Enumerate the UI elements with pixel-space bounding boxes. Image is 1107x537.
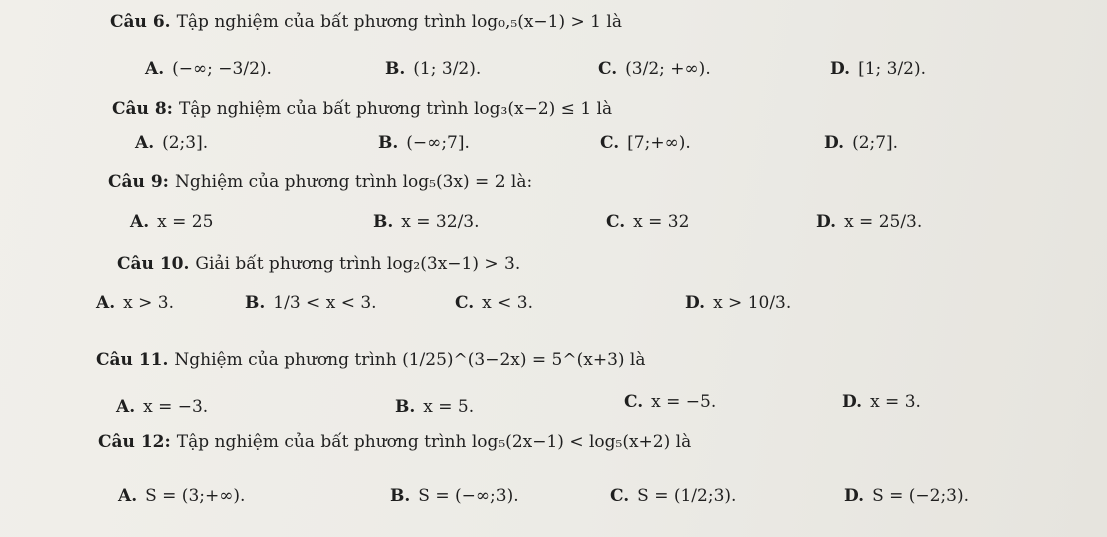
option-letter: B.	[245, 293, 266, 313]
question-6	[0, 0, 1107, 40]
question-text: Tập nghiệm của bất phương trình log₃(x−2) ≤ 1 là	[178, 99, 613, 119]
question-10-stem	[117, 252, 520, 276]
question-text: Nghiệm của phương trình (1/25)^(3−2x) = 5^(x+3) là	[174, 350, 646, 370]
question-text: Tập nghiệm của bất phương trình log₀,₅(x−1) > 1 là	[176, 12, 622, 32]
option-letter: A.	[116, 397, 136, 417]
option-d[interactable]	[685, 291, 791, 315]
option-letter: C.	[624, 392, 644, 412]
option-text: (2;7].	[852, 133, 899, 153]
option-d[interactable]	[824, 131, 898, 155]
question-label: Câu 11.	[96, 350, 169, 370]
option-a[interactable]	[130, 210, 213, 234]
option-text: x < 3.	[482, 293, 534, 313]
option-letter: C.	[606, 212, 626, 232]
option-letter: C.	[598, 59, 618, 79]
option-text: 1/3 < x < 3.	[273, 293, 377, 313]
option-b[interactable]	[378, 131, 470, 155]
option-letter: D.	[830, 59, 851, 79]
question-8-stem	[112, 97, 612, 121]
question-9-stem	[108, 170, 532, 194]
option-a[interactable]	[118, 484, 245, 508]
option-text: (2;3].	[162, 133, 209, 153]
question-text: Tập nghiệm của bất phương trình log₅(2x−1) < log₅(x+2) là	[176, 432, 692, 452]
option-d[interactable]	[844, 484, 969, 508]
option-text: S = (−2;3).	[872, 486, 970, 506]
question-label: Câu 10.	[117, 254, 190, 274]
option-text: x > 3.	[123, 293, 174, 313]
option-a[interactable]	[116, 395, 208, 419]
option-c[interactable]	[600, 131, 691, 155]
option-letter: B.	[395, 397, 416, 417]
option-text: x = 32	[633, 212, 690, 232]
option-d[interactable]	[816, 210, 922, 234]
option-letter: B.	[373, 212, 394, 232]
option-letter: A.	[135, 133, 155, 153]
option-letter: A.	[130, 212, 150, 232]
option-letter: C.	[600, 133, 620, 153]
option-letter: A.	[145, 59, 165, 79]
option-text: x = −5.	[651, 392, 717, 412]
question-label: Câu 6.	[110, 12, 171, 32]
option-letter: D.	[842, 392, 863, 412]
option-text: (3/2; +∞).	[625, 59, 711, 79]
option-letter: C.	[610, 486, 630, 506]
question-12-stem	[98, 430, 691, 454]
option-text: S = (3;+∞).	[145, 486, 246, 506]
option-c[interactable]	[610, 484, 736, 508]
option-letter: C.	[455, 293, 475, 313]
option-c[interactable]	[606, 210, 689, 234]
option-c[interactable]	[598, 57, 711, 81]
option-letter: D.	[844, 486, 865, 506]
option-letter: D.	[685, 293, 706, 313]
option-letter: D.	[816, 212, 837, 232]
question-text: Nghiệm của phương trình log₅(3x) = 2 là:	[174, 172, 533, 192]
option-text: x = 3.	[870, 392, 921, 412]
option-text: x = 5.	[423, 397, 475, 417]
option-text: x > 10/3.	[713, 293, 792, 313]
option-c[interactable]	[455, 291, 533, 315]
question-label: Câu 12:	[98, 432, 171, 452]
option-letter: A.	[96, 293, 116, 313]
option-a[interactable]	[145, 57, 272, 81]
option-c[interactable]	[624, 390, 716, 414]
option-a[interactable]	[96, 291, 174, 315]
option-text: (−∞; −3/2).	[172, 59, 272, 79]
option-text: x = −3.	[143, 397, 209, 417]
option-letter: B.	[378, 133, 399, 153]
option-letter: B.	[385, 59, 406, 79]
question-text: Giải bất phương trình log₂(3x−1) > 3.	[195, 254, 521, 274]
option-text: (1; 3/2).	[413, 59, 482, 79]
question-stem	[110, 10, 622, 34]
question-11-stem	[96, 348, 646, 372]
option-b[interactable]	[395, 395, 474, 419]
question-label: Câu 8:	[112, 99, 173, 119]
option-d[interactable]	[830, 57, 926, 81]
option-text: x = 32/3.	[401, 212, 480, 232]
option-text: x = 25	[157, 212, 214, 232]
option-text: S = (1/2;3).	[637, 486, 737, 506]
option-letter: D.	[824, 133, 845, 153]
option-letter: A.	[118, 486, 138, 506]
option-text: [1; 3/2).	[858, 59, 927, 79]
option-b[interactable]	[390, 484, 519, 508]
option-b[interactable]	[245, 291, 377, 315]
option-text: S = (−∞;3).	[418, 486, 519, 506]
option-d[interactable]	[842, 390, 921, 414]
option-b[interactable]	[385, 57, 481, 81]
option-text: x = 25/3.	[844, 212, 923, 232]
option-text: [7;+∞).	[627, 133, 691, 153]
option-a[interactable]	[135, 131, 208, 155]
question-label: Câu 9:	[108, 172, 169, 192]
option-b[interactable]	[373, 210, 480, 234]
option-text: (−∞;7].	[406, 133, 470, 153]
option-letter: B.	[390, 486, 411, 506]
